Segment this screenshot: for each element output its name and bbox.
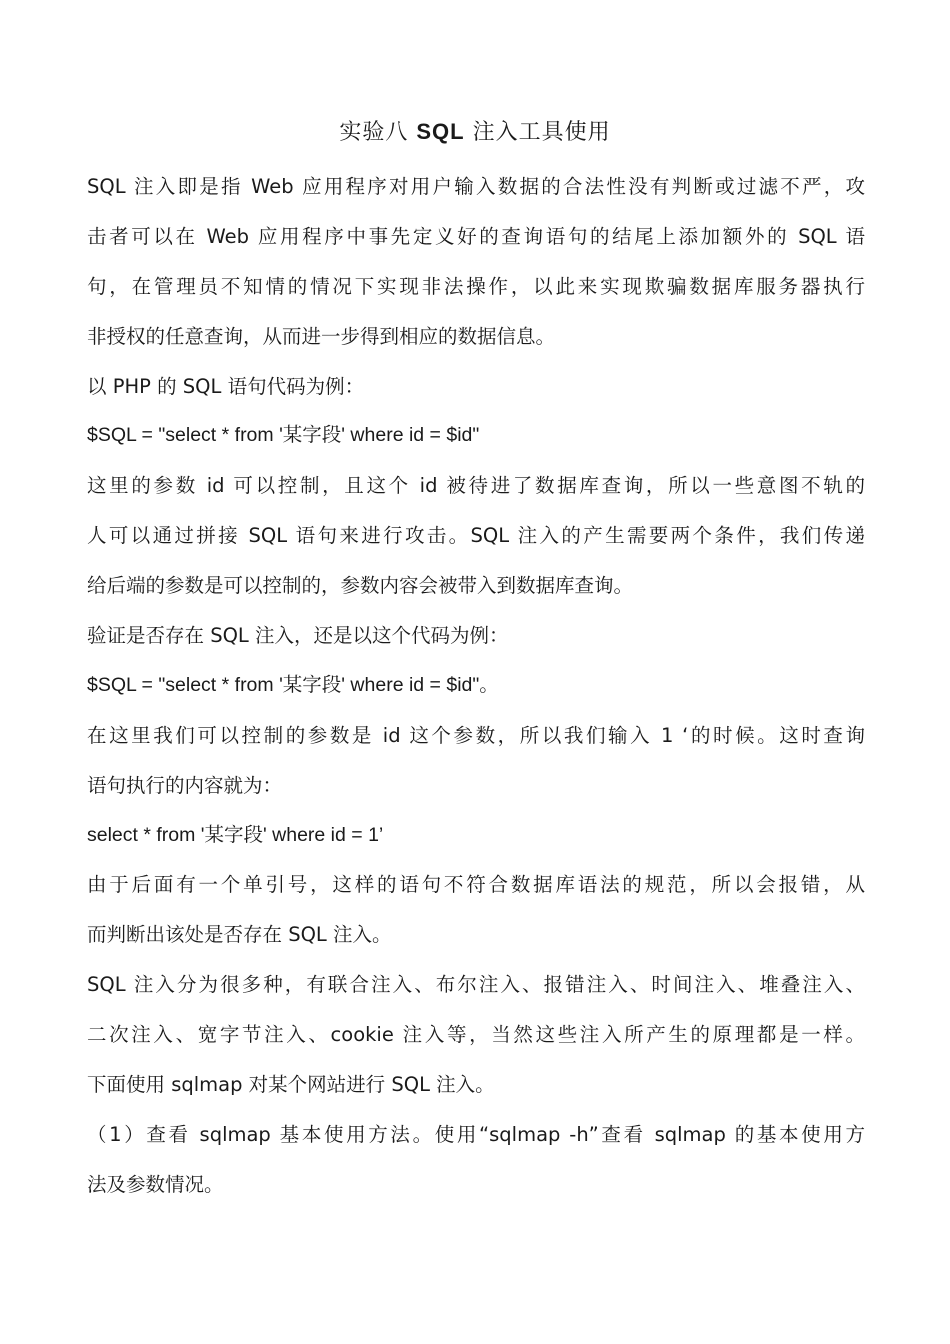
text-line: 这里的参数 id 可以控制，且这个 id 被待进了数据库查询，所以一些意图不轨的 xyxy=(87,474,865,498)
text-line: 在这里我们可以控制的参数是 id 这个参数，所以我们输入 1 ‘的时候。这时查询 xyxy=(87,723,865,747)
text-line: 下面使用 sqlmap 对某个网站进行 SQL 注入。 xyxy=(87,1073,495,1097)
text-line: 由于后面有一个单引号，这样的语句不符合数据库语法的规范，所以会报错，从 xyxy=(87,873,865,897)
document-body xyxy=(87,162,865,1210)
text-line: 以 PHP 的 SQL 语句代码为例： xyxy=(87,374,365,398)
title-bold: SQL xyxy=(416,119,465,144)
code-line: $SQL = "select * from '某字段' where id = $id"。 xyxy=(87,673,499,696)
text-line: 非授权的任意查询，从而进一步得到相应的数据信息。 xyxy=(87,324,556,348)
text-line: SQL 注入即是指 Web 应用程序对用户输入数据的合法性没有判断或过滤不严，攻 xyxy=(87,175,865,198)
text-line: （1）查看 sqlmap 基本使用方法。使用“sqlmap -h”查看 sqlmap 的基本使用方 xyxy=(87,1122,865,1146)
title-prefix: 实验八 xyxy=(339,120,417,145)
code-line: select * from '某字段' where id = 1’ xyxy=(87,823,384,846)
title-suffix: 注入工具使用 xyxy=(464,120,611,145)
text-line: 验证是否存在 SQL 注入，还是以这个代码为例： xyxy=(87,624,509,648)
text-line: SQL 注入分为很多种，有联合注入、布尔注入、报错注入、时间注入、堆叠注入、 xyxy=(87,973,865,997)
text-line: 击者可以在 Web 应用程序中事先定义好的查询语句的结尾上添加额外的 SQL 语 xyxy=(87,224,865,248)
text-line: 语句执行的内容就为： xyxy=(87,773,283,797)
text-line: 二次注入、宽字节注入、cookie 注入等，当然这些注入所产生的原理都是一样。 xyxy=(87,1023,865,1047)
text-line: 句，在管理员不知情的情况下实现非法操作，以此来实现欺骗数据库服务器执行 xyxy=(87,274,865,298)
document-title xyxy=(0,114,950,151)
text-line: 人可以通过拼接 SQL 语句来进行攻击。SQL 注入的产生需要两个条件，我们传递 xyxy=(87,524,865,548)
text-line: 法及参数情况。 xyxy=(87,1172,224,1196)
text-line: 而判断出该处是否存在 SQL 注入。 xyxy=(87,923,392,947)
text-line: 给后端的参数是可以控制的，参数内容会被带入到数据库查询。 xyxy=(87,574,634,598)
code-line: $SQL = "select * from '某字段' where id = $id" xyxy=(87,424,480,447)
